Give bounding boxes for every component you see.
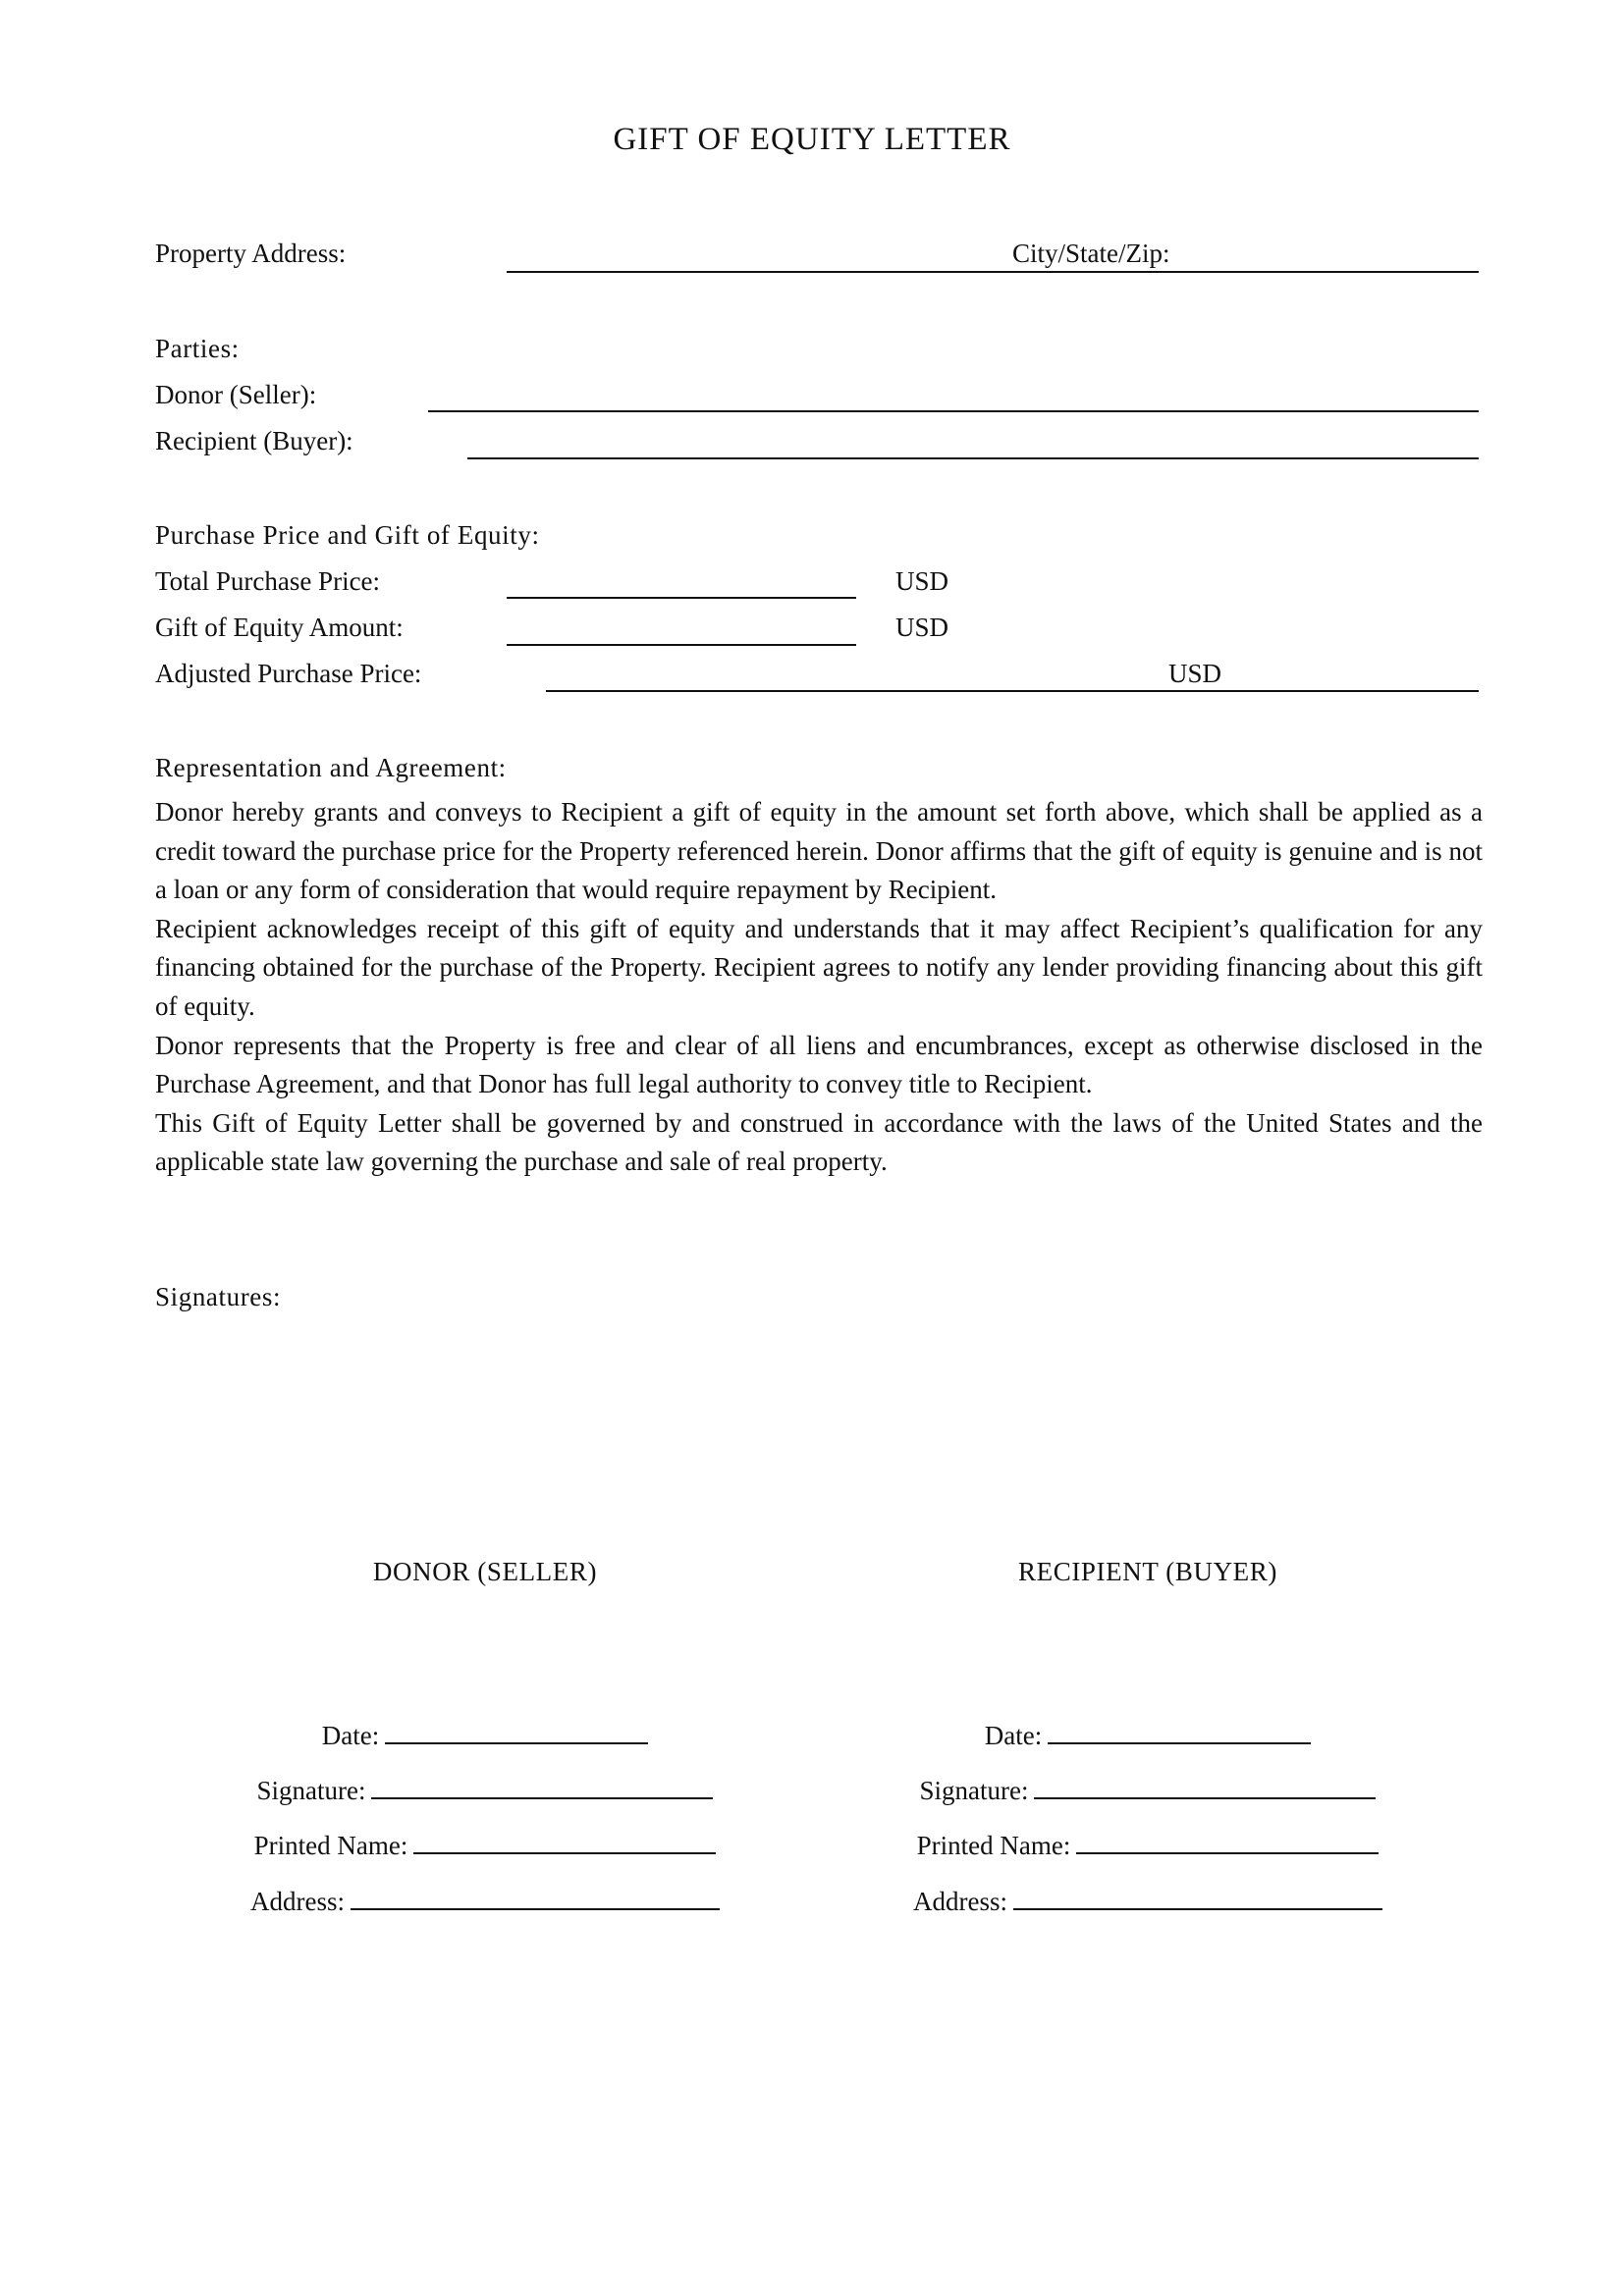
gift-of-equity-input[interactable] (507, 610, 856, 643)
adjusted-purchase-price-label: Adjusted Purchase Price: (155, 659, 422, 688)
purchase-heading: Purchase Price and Gift of Equity: (155, 520, 540, 550)
recipient-date-label: Date: (984, 1721, 1043, 1750)
adjusted-currency-label: USD (1168, 659, 1222, 688)
donor-address-label: Address: (250, 1887, 345, 1916)
donor-name-input[interactable] (428, 376, 1479, 409)
city-state-zip-label: City/State/Zip: (1012, 239, 1170, 268)
total-purchase-price-input[interactable] (507, 562, 856, 596)
recipient-printed-name-label: Printed Name: (916, 1831, 1071, 1860)
recipient-address-field[interactable] (1013, 1887, 1382, 1910)
donor-printed-name-field[interactable] (413, 1831, 716, 1854)
recipient-line (467, 457, 1479, 459)
recipient-address-row (873, 1887, 1423, 1917)
donor-signature-label: Signature: (256, 1776, 366, 1805)
donor-address-field[interactable] (351, 1887, 720, 1910)
donor-date-field[interactable] (385, 1721, 648, 1744)
recipient-signature-field[interactable] (1034, 1776, 1376, 1799)
total-currency-label: USD (895, 566, 949, 596)
gift-of-equity-label: Gift of Equity Amount: (155, 613, 404, 642)
gift-of-equity-line (507, 644, 856, 646)
gift-currency-label: USD (895, 613, 949, 642)
donor-date-label: Date: (321, 1721, 380, 1750)
donor-date-row (210, 1721, 760, 1751)
recipient-address-label: Address: (913, 1887, 1007, 1916)
parties-heading: Parties: (155, 334, 240, 363)
donor-signature-field[interactable] (371, 1776, 713, 1799)
representation-heading: Representation and Agreement: (155, 753, 507, 782)
recipient-date-row (873, 1721, 1423, 1751)
representation-body (155, 793, 1483, 1182)
representation-paragraph-4: This Gift of Equity Letter shall be governed by and construed in accordance with the laws of the United States and the applicable state law governing the purchase and sale of real property. (155, 1107, 1483, 1177)
donor-signature-title: DONOR (SELLER) (372, 1557, 598, 1586)
donor-address-row (210, 1887, 760, 1917)
property-address-label: Property Address: (155, 239, 347, 268)
representation-paragraph-3: Donor represents that the Property is free and clear of all liens and encumbrances, except as otherwise disclosed in the Purchase Agreement, and that Donor has full legal authority to convey title to Recipient. (155, 1030, 1483, 1099)
signatures-heading: Signatures: (155, 1282, 282, 1311)
recipient-printed-name-field[interactable] (1076, 1831, 1379, 1854)
recipient-signature-title: RECIPIENT (BUYER) (1018, 1557, 1277, 1586)
adjusted-purchase-price-line (546, 690, 1479, 692)
recipient-date-field[interactable] (1048, 1721, 1311, 1744)
representation-paragraph-1: Donor hereby grants and conveys to Recipient a gift of equity in the amount set forth above, which shall be applied as a credit toward the purchase price for the Property referenced herein. Donor affirms that the gift of equity is genuine and is not a loan or any form of consideration that would require repayment by Recipient. (155, 797, 1483, 905)
property-address-input[interactable] (507, 237, 998, 270)
total-purchase-price-label: Total Purchase Price: (155, 566, 381, 596)
property-address-line (507, 271, 1479, 273)
donor-printed-name-label: Printed Name: (253, 1831, 408, 1860)
adjusted-purchase-price-input[interactable] (546, 656, 1155, 689)
recipient-printed-name-row (873, 1831, 1423, 1861)
total-purchase-price-line (507, 597, 856, 599)
city-state-zip-input[interactable] (1178, 237, 1479, 270)
donor-signature-row (210, 1776, 760, 1806)
donor-printed-name-row (210, 1831, 760, 1861)
recipient-label: Recipient (Buyer): (155, 426, 353, 455)
recipient-signature-label: Signature: (919, 1776, 1029, 1805)
document-title: GIFT OF EQUITY LETTER (613, 122, 1011, 157)
recipient-name-input[interactable] (467, 423, 1479, 456)
donor-line (428, 410, 1479, 412)
recipient-signature-row (873, 1776, 1423, 1806)
representation-paragraph-2: Recipient acknowledges receipt of this gift of equity and understands that it may affect Recipient’s qualification for any financing obtained for the purchase of the Property. Recipient agrees to notify any lender providing financing about this gift of equity. (155, 913, 1483, 1021)
donor-label: Donor (Seller): (155, 380, 317, 409)
